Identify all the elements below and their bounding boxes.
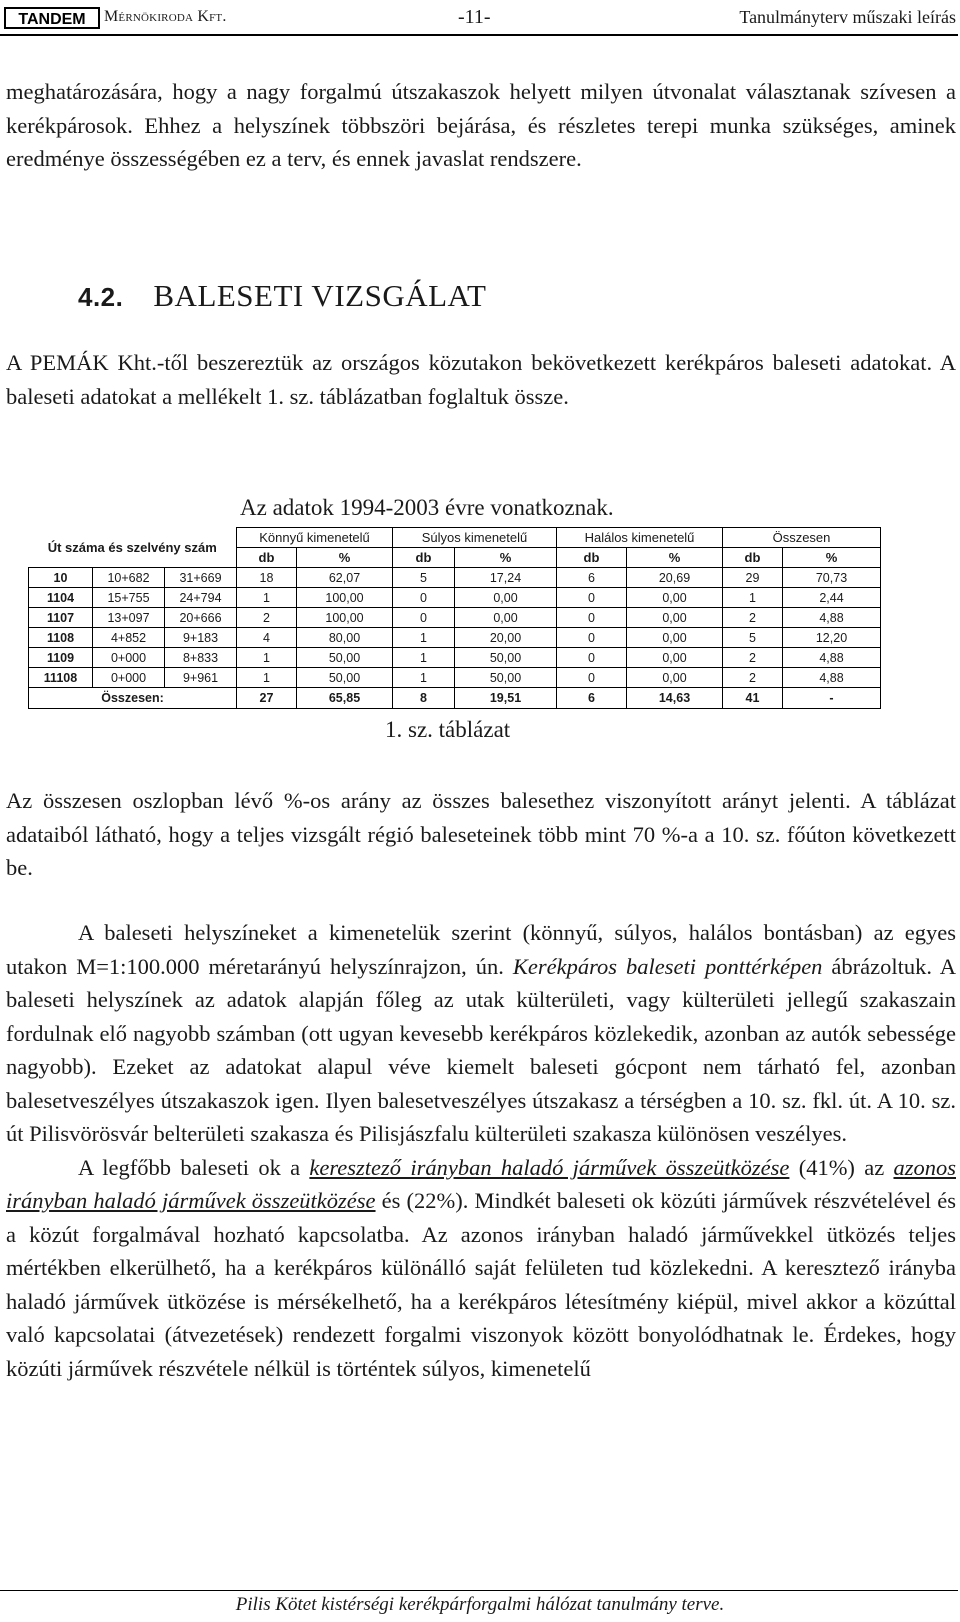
value-cell: 6 [557,568,627,588]
p4-text-1: A baleseti helyszíneket a kimenetelük szerint (könnyű, súlyos, halálos bontásban) az egyes utakon M=1:100.000 méretarányú helyszínrajzon, ún. [6,920,956,979]
section-number: 4.2. [78,282,124,312]
value-cell: 1 [723,588,783,608]
value-cell: 0 [557,608,627,628]
svg-text:TANDEM: TANDEM [18,11,86,28]
total-cell: 41 [723,688,783,709]
paragraph-1: meghatározására, hogy a nagy forgalmú útszakaszok helyett milyen útvonalat választanak szívesen a kerékpárosok. Ehhez a helyszínek többszöri bejárása, és részletes terepi munka szükséges, aminek eredménye összességében ez a terv, és ennek javaslat rendszere. [6,79,956,171]
value-cell: 0 [557,628,627,648]
value-cell: 50,00 [455,668,557,688]
value-cell: 0,00 [627,608,723,628]
value-cell: 100,00 [297,608,393,628]
value-cell: 80,00 [297,628,393,648]
value-cell: 18 [237,568,297,588]
group-header-fatal: Halálos kimenetelű [557,528,723,548]
road-number-cell: 1109 [29,648,93,668]
table-header-row-1 [29,528,881,548]
road-number-cell: 1108 [29,628,93,648]
value-cell: 17,24 [455,568,557,588]
value-cell: 0 [557,668,627,688]
value-cell: 4,88 [783,648,881,668]
section-km-cell: 0+000 [93,648,165,668]
value-cell: 0 [557,588,627,608]
document-title: Tanulmányterv műszaki leírás [739,7,956,27]
value-cell: 1 [393,668,455,688]
section-heading [78,278,486,314]
value-cell: 50,00 [297,648,393,668]
section-km-cell: 20+666 [165,608,237,628]
value-cell: 70,73 [783,568,881,588]
p4-text-3: A legfőbb baleseti ok a [78,1154,310,1180]
page-header [0,0,960,38]
table-row [29,568,881,588]
tandem-logo [4,6,100,30]
value-cell: 29 [723,568,783,588]
value-cell: 2 [723,668,783,688]
p4-text-2: ábrázoltuk. A baleseti helyszínek az adatok alapján főleg az utak külterületi, vagy külterületi jellegű szakaszain fordulnak elő nagyobb számban (ott ugyan kevesebb kerékpáros közlekedik, azonban az autók sebessége nagyobb). Ezeket az adatokat alapul véve kiemelt baleseti gócpont nem tárható fel, azonban balesetveszélyes útszakaszok igen. Ilyen balesetveszélyes útszakasz a térségben a 10. sz. fkl. út. A 10. sz. út Pilisvörösvár belterületi szakasza és Pilisjászfalu külterületi szakasza különösen veszélyes. [6,953,956,1146]
group-header-light: Könnyű kimenetelű [237,528,393,548]
header-rule [0,34,958,36]
total-cell: 27 [237,688,297,709]
section-title: BALESETI VIZSGÁLAT [153,278,487,313]
sub-header: db [557,548,627,568]
road-number-cell: 11108 [29,668,93,688]
value-cell: 1 [393,628,455,648]
value-cell: 0,00 [455,588,557,608]
table-caption-bottom: 1. sz. táblázat [385,717,511,742]
total-cell: 14,63 [627,688,723,709]
section-km-cell: 31+669 [165,568,237,588]
value-cell: 5 [393,568,455,588]
value-cell: 2,44 [783,588,881,608]
group-header-total: Összesen [723,528,881,548]
value-cell: 0 [557,648,627,668]
section-km-cell: 10+682 [93,568,165,588]
section-km-cell: 4+852 [93,628,165,648]
company-name: Mérnökiroda Kft. [104,8,227,25]
value-cell: 12,20 [783,628,881,648]
value-cell: 0,00 [455,608,557,628]
value-cell: 20,00 [455,628,557,648]
sub-header: % [627,548,723,568]
value-cell: 2 [723,608,783,628]
section-km-cell: 24+794 [165,588,237,608]
total-cell: 19,51 [455,688,557,709]
road-number-cell: 1104 [29,588,93,608]
value-cell: 0,00 [627,648,723,668]
value-cell: 4,88 [783,608,881,628]
table-caption-top: Az adatok 1994-2003 évre vonatkoznak. [240,495,614,520]
value-cell: 50,00 [455,648,557,668]
sub-header: db [723,548,783,568]
sub-header: % [297,548,393,568]
section-km-cell: 13+097 [93,608,165,628]
road-number-cell: 10 [29,568,93,588]
value-cell: 4,88 [783,668,881,688]
section-km-cell: 9+183 [165,628,237,648]
accident-table [28,527,881,709]
value-cell: 5 [723,628,783,648]
page-footer: Pilis Kötet kistérségi kerékpárforgalmi hálózat tanulmány terve. [235,1594,725,1615]
p4-underline-same-direction: azonos irányban haladó járművek összeütközése [6,1154,956,1213]
total-cell: - [783,688,881,709]
section-km-cell: 0+000 [93,668,165,688]
road-header: Út száma és szelvény szám [47,539,217,555]
table-row [29,628,881,648]
table-row [29,588,881,608]
value-cell: 0,00 [627,588,723,608]
table-row [29,648,881,668]
value-cell: 1 [237,648,297,668]
table-body [29,568,881,688]
value-cell: 2 [723,648,783,668]
value-cell: 0 [393,588,455,608]
sub-header: % [455,548,557,568]
value-cell: 0,00 [627,668,723,688]
total-cell: 8 [393,688,455,709]
value-cell: 4 [237,628,297,648]
sub-header: db [237,548,297,568]
paragraph-3: Az összesen oszlopban lévő %-os arány az összes balesethez viszonyított arányt jelenti. A táblázat adataiból látható, hogy a teljes vizsgált régió baleseteinek több mint 70 %-a a 10. sz. főúton következett be. [6,788,956,880]
p4-text-5: és (22%). Mindkét baleseti ok közúti járművek részvételével és a közút forgalmával hozható kapcsolatba. Az azonos irányban haladó járművekkel ütközés teljes mértékben elkerülhető, ha a kerékpáros különálló saját felületen tud közlekedni. A keresztező irányba haladó járművek ütközése is mérsékelhető, ha a kerékpáros létesítmény kiépül, mivel akkor a közúttal való kapcsolatai (átvezetések) rendezett forgalmi viszonyok között bonyolódhatnak le. Érdekes, hogy közúti járművek részvétele nélkül is történtek súlyos, kimenetelű [6,1188,956,1381]
value-cell: 100,00 [297,588,393,608]
paragraph-2: A PEMÁK Kht.-től beszereztük az országos közutakon bekövetkezett kerékpáros baleseti adatokat. A baleseti adatokat a mellékelt 1. sz. táblázatban foglaltuk össze. [6,350,956,409]
table-total-row [29,688,881,709]
section-km-cell: 8+833 [165,648,237,668]
section-km-cell: 9+961 [165,668,237,688]
paragraph-4 [6,916,956,1385]
sub-header: % [783,548,881,568]
sub-header: db [393,548,455,568]
group-header-serious: Súlyos kimenetelű [393,528,557,548]
total-cell: 65,85 [297,688,393,709]
p4-italic-map-name: Kerékpáros baleseti ponttérképen [512,953,823,979]
value-cell: 2 [237,608,297,628]
value-cell: 20,69 [627,568,723,588]
section-km-cell: 15+755 [93,588,165,608]
value-cell: 1 [237,588,297,608]
value-cell: 1 [393,648,455,668]
value-cell: 50,00 [297,668,393,688]
value-cell: 62,07 [297,568,393,588]
p4-underline-crossing: keresztező irányban haladó járművek összeütközése [309,1154,790,1180]
table-row [29,608,881,628]
footer-rule [0,1590,958,1591]
value-cell: 1 [237,668,297,688]
total-cell: 6 [557,688,627,709]
table-row [29,668,881,688]
total-label: Összesen: [29,688,237,709]
page-number: -11- [458,6,491,28]
p4-text-4: (41%) az [789,1154,894,1180]
road-number-cell: 1107 [29,608,93,628]
value-cell: 0 [393,608,455,628]
value-cell: 0,00 [627,628,723,648]
